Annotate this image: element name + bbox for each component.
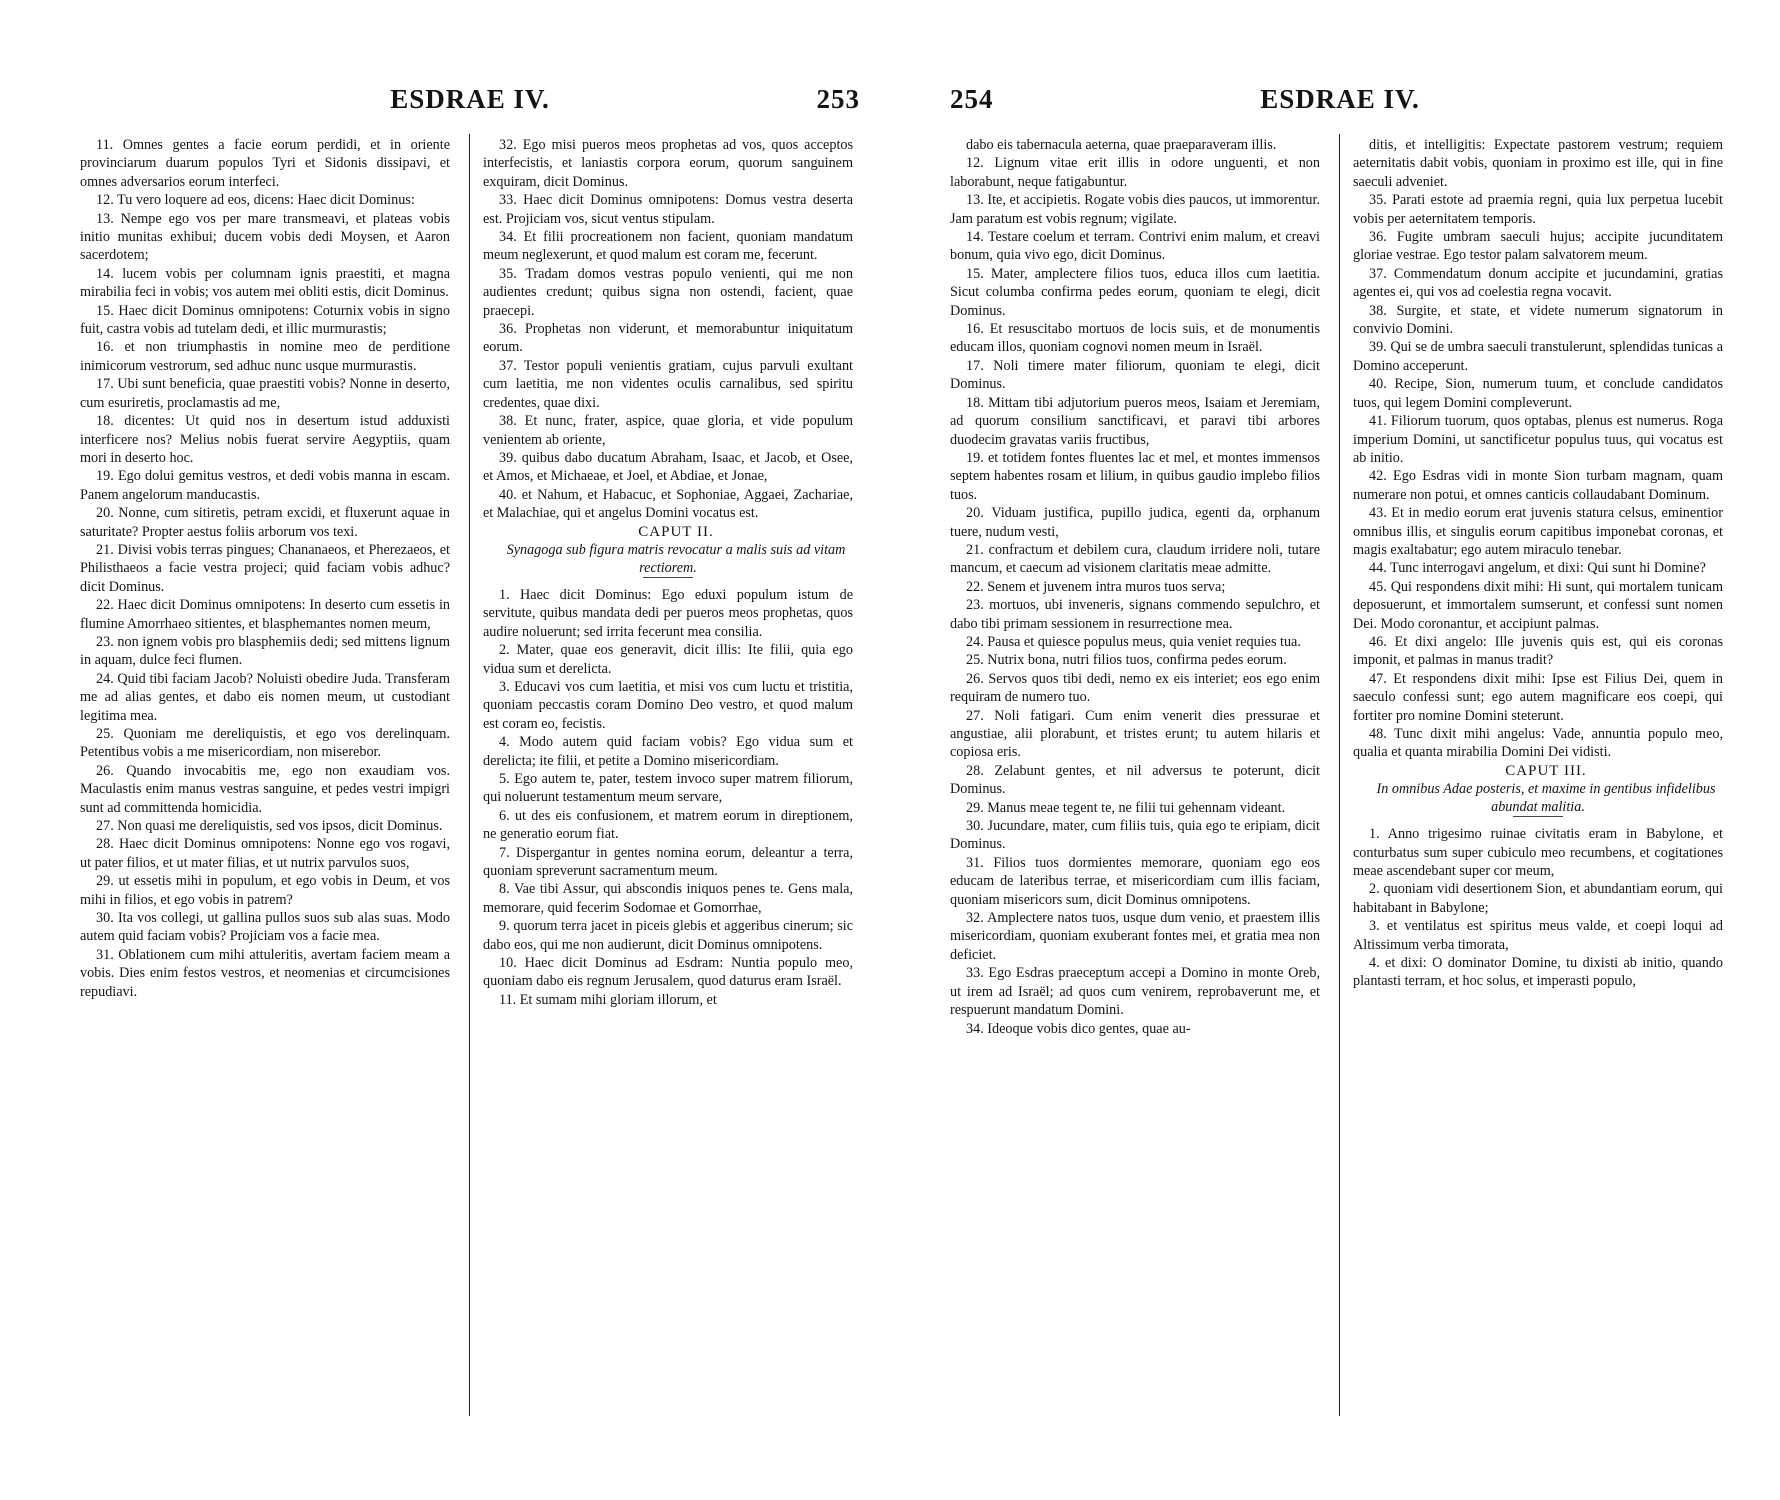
text-column [1353,136,1723,1416]
column-divider [469,134,470,1416]
verse: 16. et non triumphastis in nomine meo de perditione inimicorum vestrorum, sed adhuc nunc usque murmurastis. [80,339,450,374]
verse: 22. Haec dicit Dominus omnipotens: In deserto cum essetis in flumine Amorrhaeo sitientes, et blasphemantes nomen meum, [80,597,450,632]
verse: 6. ut des eis confusionem, et matrem eorum in direptionem, ne generatio eorum fiat. [483,807,853,843]
verse: 33. Ego Esdras praeceptum accepi a Domino in monte Oreb, ut irem ad Israël; ad quos cum venirem, reprobaverunt me, et respuerunt mandatum Domini. [950,965,1320,1019]
text-column [80,136,450,1416]
verse: 30. Jucundare, mater, cum filiis tuis, quia ego te eripiam, dicit Dominus. [950,818,1320,853]
verse: 5. Ego autem te, pater, testem invoco super matrem filiorum, qui noluerunt testamentum meum servare, [483,771,853,806]
chapter-heading: CAPUT III. [1505,762,1587,779]
verse: 38. Et nunc, frater, aspice, quae gloria, et vide populum venientem ab oriente, [483,413,853,448]
verse: 2. quoniam vidi desertionem Sion, et abundantiam eorum, qui habitabant in Babylone; [1353,881,1723,916]
verse: 1. Haec dicit Dominus: Ego eduxi populum istum de servitute, quibus mandata dedi per pueros meos prophetas, quos audire noluerunt; sed irrita fecerunt mea consilia. [483,586,853,640]
verse: 2. Mater, quae eos generavit, dicit illis: Ite filii, quia ego vidua sum et derelicta. [483,642,853,677]
verse: 37. Testor populi venientis gratiam, cujus parvuli exultant cum laetitia, me non videntes oculis carnalibus, sed spiritu credentes, quae dixi. [483,357,853,411]
verse: 11. Et sumam mihi gloriam illorum, et [499,991,717,1008]
verse: 20. Nonne, cum sitiretis, petram excidi, et fluxerunt aquae in saturitate? Propter aestus foliis arborum vos texi. [80,505,450,540]
verse: 31. Oblationem cum mihi attuleritis, avertam faciem meam a vobis. Dies enim festos vestros, et neomenias et circumcisiones repudiavi. [80,946,450,1000]
verse: 36. Fugite umbram saeculi hujus; accipite jucunditatem gloriae vestrae. Ego testor palam salvatorem meum. [1353,229,1723,264]
verse: 40. et Nahum, et Habacuc, et Sophoniae, Aggaei, Zachariae, et Malachiae, qui et angelus Domini vocatus est. [483,486,853,522]
verse: 47. Et respondens dixit mihi: Ipse est Filius Dei, quem in saeculo confessi sunt; ego autem magnificare eos coepi, qui fortiter pro nomine Domini steterunt. [1353,670,1723,724]
verse: 23. non ignem vobis pro blasphemiis dedi; sed mittens lignum in aquam, dulce feci flumen. [80,633,450,669]
verse: ditis, et intelligitis: Expectate pastorem vestrum; requiem aeternitatis dabit vobis, quoniam in proximo est ille, qui in fine saeculi adveniet. [1353,137,1723,190]
verse: 12. Tu vero loquere ad eos, dicens: Haec dicit Dominus: [96,192,415,209]
verse: 28. Haec dicit Dominus omnipotens: Nonne ego vos rogavi, ut pater filios, et ut mater filias, et ut nutrix parvulos suos, [80,836,450,871]
text-column [950,136,1320,1416]
page-title: ESDRAE IV. [1260,84,1420,114]
page-number: 254 [950,84,994,114]
verse: 24. Pausa et quiesce populus meus, quia veniet requies tua. [966,633,1301,650]
verse: 17. Noli timere mater filiorum, quoniam te elegi, dicit Dominus. [950,357,1320,393]
verse: 4. et dixi: O dominator Domine, tu dixisti ab initio, quando plantasti terram, et hoc solus, et imperasti populo, [1353,955,1723,990]
verse: 14. lucem vobis per columnam ignis praestiti, et magna mirabilia feci in vobis; vos autem mei obliti estis, dicit Dominus. [80,265,450,301]
verse: 4. Modo autem quid faciam vobis? Ego vidua sum et derelicta; ite filii, et petite a Domino misericordiam. [483,734,853,769]
left-page [80,0,860,1500]
verse: 43. Et in medio eorum erat juvenis statura celsus, eminentior omnibus illis, et singulis eorum capitibus imponebat coronas, et magis exaltabatur; ego autem miraculo tenebar. [1353,505,1723,558]
verse: 24. Quid tibi faciam Jacob? Noluisti obedire Juda. Transferam me ad alias gentes, et dabo eis nomen meum, ut custodiant legitima mea. [80,670,450,724]
verse: 44. Tunc interrogavi angelum, et dixi: Qui sunt hi Domine? [1369,560,1706,577]
verse: 23. mortuos, ubi inveneris, signans commendo sepulchro, et dabo tibi primam sessionem in resurrectione mea. [950,597,1320,632]
verse: 21. Divisi vobis terras pingues; Chananaeos, et Pherezaeos, et Philisthaeos a facie vestra projeci; quid faciam vobis adhuc? dicit Dominus. [80,541,450,595]
verse: 37. Commendatum donum accipite et jucundamini, gratias agentes ei, qui vos ad coelestia regna vocavit. [1353,265,1723,301]
verse: 15. Haec dicit Dominus omnipotens: Coturnix vobis in signo fuit, castra vobis ad tutelam dedi, et illic murmurastis; [80,302,450,338]
verse: 22. Senem et juvenem intra muros tuos serva; [966,578,1226,595]
verse: 32. Ego misi pueros meos prophetas ad vos, quos acceptos interfecistis, et laniastis corpora eorum, quorum sanguinem exquiram, dicit Dominus. [483,137,853,190]
verse: 34. Ideoque vobis dico gentes, quae au- [966,1020,1191,1037]
verse: 16. Et resuscitabo mortuos de locis suis, et de monumentis educam illos, quoniam cognovi nomen meum in Israël. [950,321,1320,356]
verse: 17. Ubi sunt beneficia, quae praestiti vobis? Nonne in deserto, cum esuriretis, proclamastis ad me, [80,376,450,411]
verse: 19. et totidem fontes fluentes lac et mel, et montes immensos septem habentes rosam et lilium, in quibus gaudio implebo filios tuos. [950,449,1320,503]
verse: 35. Parati estote ad praemia regni, quia lux perpetua lucebit vobis per aeternitatem temporis. [1353,192,1723,227]
text-column [483,136,853,1416]
verse: 41. Filiorum tuorum, quos optabas, plenus est numerus. Roga imperium Domini, ut sanctificetur populus tuus, qui vocatus est ab initio. [1353,413,1723,466]
verse: 26. Servos quos tibi dedi, nemo ex eis interiet; eos ego enim requiram de numero tuo. [950,670,1320,706]
divider [1513,816,1563,817]
verse: 14. Testare coelum et terram. Contrivi enim malum, et creavi bonum, quia vivo ego, dicit Dominus. [950,229,1320,264]
verse: 34. Et filii procreationem non facient, quoniam mandatum meum neglexerunt, et quod malum est coram me, fecerunt. [483,229,853,264]
chapter-heading: CAPUT II. [638,523,714,540]
left-page-header [80,84,860,124]
verse: 31. Filios tuos dormientes memorare, quoniam ego eos educam de lateribus terrae, et misericordiam cum illis faciam, quoniam misericors sum, dicit Dominus omnipotens. [950,854,1320,908]
verse: 36. Prophetas non viderunt, et memorabuntur iniquitatum eorum. [483,321,853,356]
column-divider [1339,134,1340,1416]
right-page-header [950,84,1730,124]
verse: 38. Surgite, et state, et videte numerum signatorum in convivio Domini. [1353,302,1723,338]
verse: 13. Ite, et accipietis. Rogate vobis dies paucos, ut immorentur. Jam paratum est vobis regnum; vigilate. [950,192,1320,227]
verse: 30. Ita vos collegi, ut gallina pullos suos sub alas suas. Modo autem quid faciam vobis? Projiciam vos a facie mea. [80,910,450,945]
verse: 10. Haec dicit Dominus ad Esdram: Nuntia populo meo, quoniam dabo eis regnum Jerusalem, quod daturus eram Israël. [483,955,853,990]
verse: 39. Qui se de umbra saeculi transtulerunt, splendidas tunicas a Domino acceperunt. [1353,339,1723,374]
verse: 40. Recipe, Sion, numerum tuum, et conclude candidatos tuos, qui legem Domini compleverunt. [1353,376,1723,411]
verse: dabo eis tabernacula aeterna, quae praeparaveram illis. [966,137,1277,153]
verse: 35. Tradam domos vestras populo venienti, qui me non audientes credunt; quibus signa non ostendi, facient, quae praecepi. [483,265,853,319]
verse: 29. ut essetis mihi in populum, et ego vobis in Deum, et vos mihi in filios, et ego vobis in patrem? [80,873,450,908]
verse: 45. Qui respondens dixit mihi: Hi sunt, qui mortalem tunicam deposuerunt, et immortalem sumserunt, et confessi sunt nomen Dei. Modo coronantur, et accipiunt palmas. [1353,578,1723,632]
chapter-summary: In omnibus Adae posteris, et maxime in gentibus infidelibus abundat malitia. [1376,781,1716,816]
verse: 7. Dispergantur in gentes nomina eorum, deleantur a terra, quoniam spreverunt sacramentum meum. [483,844,853,880]
verse: 48. Tunc dixit mihi angelus: Vade, annuntia populo meo, qualia et quanta mirabilia Domini Dei vidisti. [1353,726,1723,761]
chapter-summary: Synagoga sub figura matris revocatur a malis suis ad vitam rectiorem. [506,541,846,576]
verse: 42. Ego Esdras vidi in monte Sion turbam magnam, quam numerare non potui, et omnes canticis collaudabant Dominum. [1353,468,1723,503]
divider [643,577,693,578]
verse: 32. Amplectere natos tuos, usque dum venio, et praestem illis misericordiam, quoniam exuberant fontes mei, et gratia mea non deficiet. [950,910,1320,963]
verse: 20. Viduam justifica, pupillo judica, egenti da, orphanum tuere, nudum vesti, [950,505,1320,540]
page-title: ESDRAE IV. [390,84,550,114]
right-page [950,0,1730,1500]
verse: 26. Quando invocabitis me, ego non exaudiam vos. Maculastis enim manus vestras sanguine, et pedes vestri impigri sunt ad committenda homicidia. [80,762,450,816]
verse: 19. Ego dolui gemitus vestros, et dedi vobis manna in escam. Panem angelorum manducastis. [80,468,450,503]
verse: 1. Anno trigesimo ruinae civitatis eram in Babylone, et conturbatus sum super cubiculo meo recumbens, et cogitationes meae ascendebant super cor meum, [1353,826,1723,880]
verse: 8. Vae tibi Assur, qui abscondis iniquos penes te. Gens mala, memorare, quid fecerim Sodomae et Gomorrhae, [483,881,853,916]
verse: 27. Non quasi me dereliquistis, sed vos ipsos, dicit Dominus. [96,818,443,835]
verse: 25. Nutrix bona, nutri filios tuos, confirma pedes eorum. [966,652,1287,669]
verse: 15. Mater, amplectere filios tuos, educa illos cum laetitia. Sicut columba confirma pedes eorum, quoniam te elegi, dicit Dominus. [950,265,1320,319]
verse: 13. Nempe ego vos per mare transmeavi, et plateas vobis initio munitas exhibui; ducem vobis dedi Moysen, et Aaron sacerdotem; [80,210,450,264]
verse: 18. dicentes: Ut quid nos in desertum istud adduxisti interficere nos? Melius nobis fuerat servire Aegyptiis, quam mori in deserto hoc. [80,413,450,466]
verse: 9. quorum terra jacet in piceis glebis et aggeribus cinerum; sic dabo eos, qui me non audierunt, dicit Dominus omnipotens. [483,918,853,953]
verse: 46. Et dixi angelo: Ille juvenis quis est, qui eis coronas imponit, et palmas in manus tradit? [1353,633,1723,669]
verse: 33. Haec dicit Dominus omnipotens: Domus vestra deserta est. Projiciam vos, sicut ventus stipulam. [483,192,853,227]
verse: 3. et ventilatus est spiritus meus valde, et coepi loqui ad Altissimum verba timorata, [1353,918,1723,953]
verse: 25. Quoniam me dereliquistis, et ego vos derelinquam. Petentibus vobis a me misericordiam, non miserebor. [80,726,450,761]
verse: 3. Educavi vos cum laetitia, et misi vos cum luctu et tristitia, quoniam peccastis coram Domino Deo vestro, et quod malum est coram eo, fecistis. [483,678,853,732]
verse: 11. Omnes gentes a facie eorum perdidi, et in oriente provinciarum duarum populos Tyri et Sidonis dissipavi, et omnes adversarios eorum interfeci. [80,137,450,190]
verse: 29. Manus meae tegent te, ne filii tui gehennam videant. [966,799,1286,816]
verse: 27. Noli fatigari. Cum enim venerit dies pressurae et angustiae, alii plorabunt, et tristes erunt; tu autem hilaris et copiosa eris. [950,707,1320,761]
verse: 21. confractum et debilem cura, claudum irridere noli, tutare mancum, et caecum ad visionem claritatis meae admitte. [950,541,1320,577]
verse: 12. Lignum vitae erit illis in odore unguenti, et non laborabunt, neque fatigabuntur. [950,155,1320,190]
verse: 28. Zelabunt gentes, et nil adversus te poterunt, dicit Dominus. [950,762,1320,798]
verse: 18. Mittam tibi adjutorium pueros meos, Isaiam et Jeremiam, ad quorum consilium sanctificavi, et paravi tibi arbores duodecim gravatas variis fructibus, [950,394,1320,448]
page-number: 253 [816,84,860,114]
verse: 39. quibus dabo ducatum Abraham, Isaac, et Jacob, et Osee, et Amos, et Michaeae, et Joel, et Abdiae, et Jonae, [483,449,853,485]
